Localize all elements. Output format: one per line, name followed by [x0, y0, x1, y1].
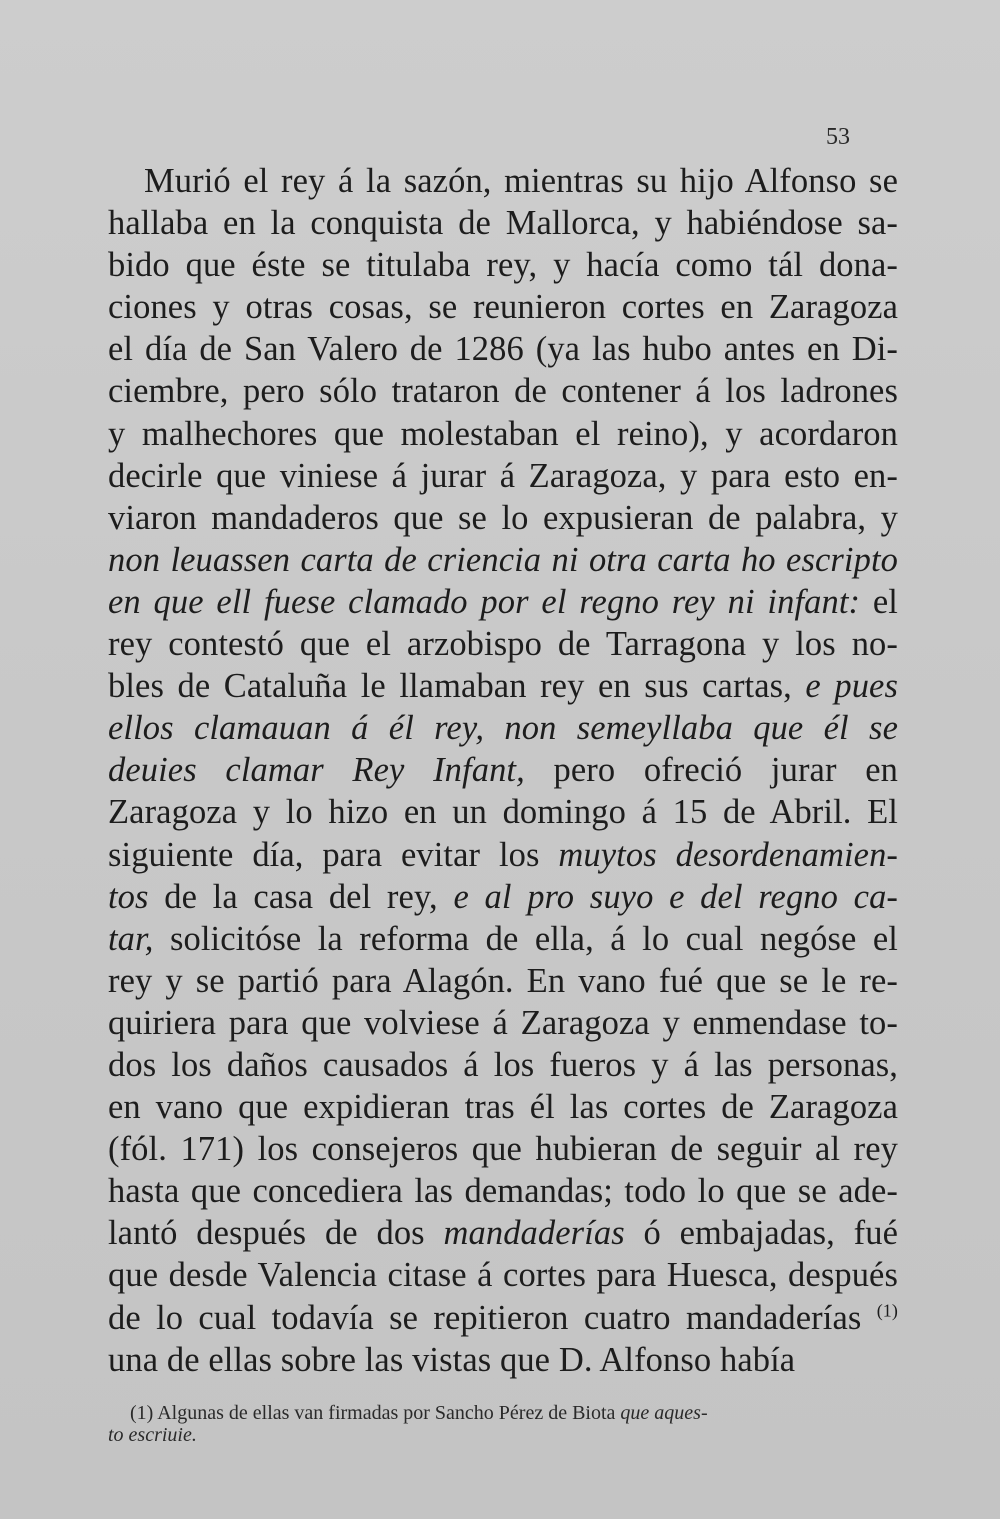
text-line — [108, 1254, 898, 1296]
italic-quote: en que ell fuese clamado por el regno rey ni infant: — [108, 582, 861, 621]
text-run: ciones y otras cosas, se reunieron cortes en Zaragoza — [108, 288, 898, 327]
text-line — [108, 1170, 898, 1212]
text-line — [108, 244, 898, 286]
text-run: viaron mandaderos que se lo expusieran de palabra, y — [108, 498, 898, 537]
text-line — [108, 1044, 898, 1086]
footnote-marker: (1) — [876, 1300, 898, 1321]
text-line — [108, 286, 898, 328]
text-line — [108, 370, 898, 412]
italic-quote: e pues — [805, 667, 898, 706]
text-line — [108, 707, 898, 749]
text-line — [108, 834, 898, 876]
text-run: Zaragoza y lo hizo en un domingo á 15 de Abril. El — [108, 793, 898, 832]
text-line — [108, 876, 898, 918]
text-run: hasta que concediera las demandas; todo lo que se ade- — [108, 1172, 898, 1211]
italic-quote: que aques- — [620, 1402, 708, 1424]
text-line — [108, 160, 898, 202]
text-line — [108, 413, 898, 455]
text-run: rey y se partió para Alagón. En vano fué que se le re- — [108, 961, 898, 1000]
text-run: en vano que expidieran tras él las cortes de Zaragoza — [108, 1088, 898, 1127]
text-line — [108, 1339, 898, 1381]
italic-quote: ellos clamauan á él rey, non semeyllaba que él se — [108, 709, 898, 748]
text-run: de lo cual todavía se repitieron cuatro mandaderías — [108, 1298, 877, 1337]
text-line — [108, 749, 898, 791]
italic-quote: non leuassen carta de criencia ni otra carta ho escripto — [108, 540, 898, 579]
text-line — [108, 1212, 898, 1254]
body-text — [108, 160, 898, 1381]
italic-quote: deuies clamar Rey Infant, — [108, 751, 525, 790]
text-run: hallaba en la conquista de Mallorca, y habiéndose sa- — [108, 204, 898, 243]
footnote-line — [108, 1424, 898, 1446]
italic-quote: e al pro suyo e del regno ca- — [453, 877, 899, 916]
italic-quote: muytos desordenamien- — [558, 835, 899, 874]
text-run: que desde Valencia citase á cortes para Huesca, después — [108, 1256, 898, 1295]
text-run: (fól. 171) los consejeros que hubieran de seguir al rey — [108, 1130, 898, 1169]
page-number: 53 — [826, 124, 850, 150]
footnote — [108, 1402, 898, 1446]
text-line — [108, 665, 898, 707]
text-run: siguiente día, para evitar los — [108, 835, 559, 874]
text-run: rey contestó que el arzobispo de Tarragona y los no- — [108, 625, 898, 664]
text-line — [108, 202, 898, 244]
text-line — [108, 623, 898, 665]
text-line — [108, 455, 898, 497]
italic-quote: to escriuie. — [108, 1424, 197, 1446]
text-line — [108, 918, 898, 960]
text-run: (1) Algunas de ellas van firmadas por Sancho Pérez de Biota — [130, 1402, 621, 1424]
text-run: solicitóse la reforma de ella, á lo cual negóse el — [153, 919, 898, 958]
text-run: y malhechores que molestaban el reino), y acordaron — [108, 414, 898, 453]
footnote-line — [108, 1402, 898, 1424]
text-run: ciembre, pero sólo trataron de contener á los ladrones — [108, 372, 898, 411]
text-run: lantó después de dos — [108, 1214, 444, 1253]
text-run: de la casa del rey, — [148, 877, 454, 916]
text-run: decirle que viniese á jurar á Zaragoza, y para esto en- — [108, 456, 898, 495]
text-run: una de ellas sobre las vistas que D. Alfonso había — [108, 1340, 796, 1379]
text-line — [108, 1128, 898, 1170]
text-run: quiriera para que volviese á Zaragoza y enmendase to- — [108, 1003, 898, 1042]
text-run: pero ofreció jurar en — [524, 751, 898, 790]
text-run: dos los daños causados á los fueros y á las personas, — [108, 1045, 898, 1084]
italic-quote: tar, — [108, 919, 154, 958]
text-run: Murió el rey á la sazón, mientras su hijo Alfonso se — [144, 162, 898, 200]
text-line — [108, 1297, 898, 1339]
text-run: bles de Cataluña le llamaban rey en sus cartas, — [108, 667, 806, 706]
text-line — [108, 791, 898, 833]
text-line — [108, 1086, 898, 1128]
text-line — [108, 497, 898, 539]
text-run: ó embajadas, fué — [624, 1214, 898, 1253]
text-run: el — [860, 582, 898, 621]
text-run: bido que éste se titulaba rey, y hacía como tál dona- — [108, 246, 898, 285]
text-line — [108, 539, 898, 581]
text-line — [108, 1002, 898, 1044]
italic-quote: mandaderías — [443, 1214, 625, 1253]
text-run: el día de San Valero de 1286 (ya las hubo antes en Di- — [108, 330, 898, 369]
text-line — [108, 328, 898, 370]
italic-quote: tos — [108, 877, 149, 916]
text-line — [108, 960, 898, 1002]
text-line — [108, 581, 898, 623]
